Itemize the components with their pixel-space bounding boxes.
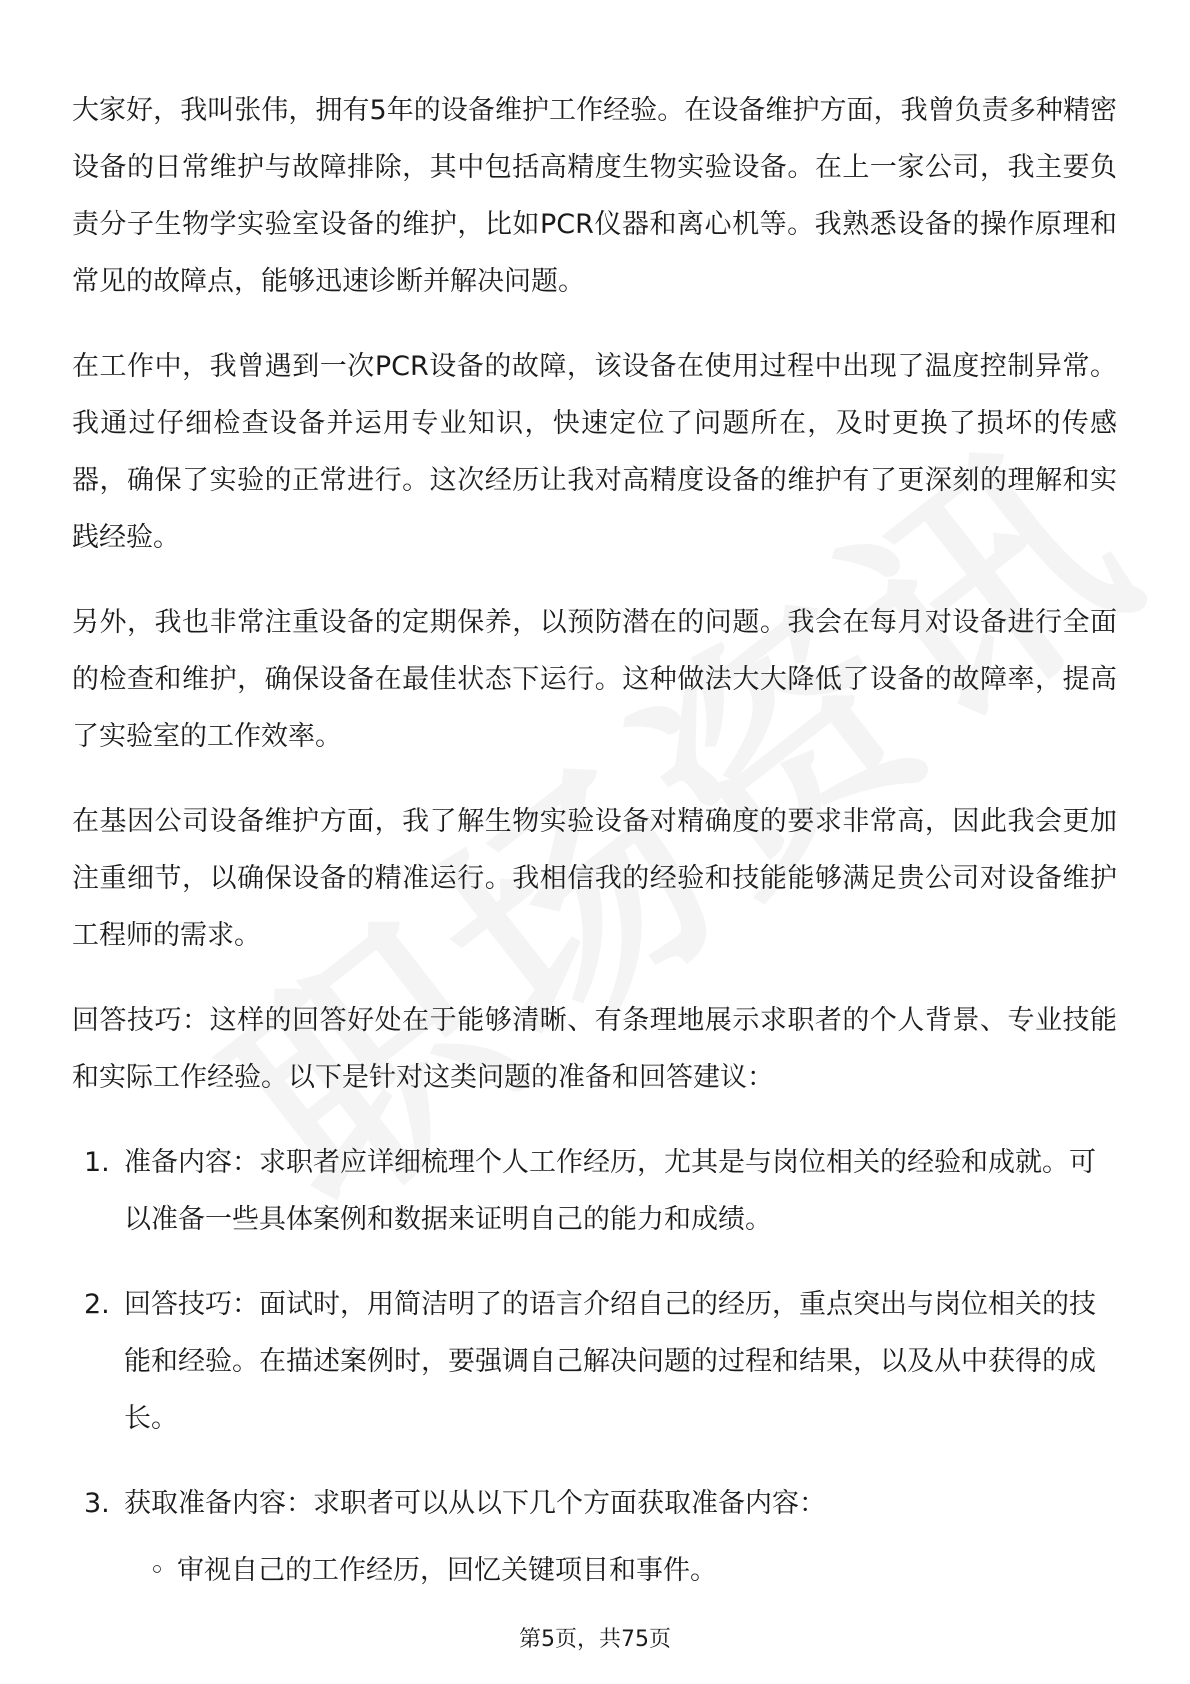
list-item [72, 1276, 1117, 1447]
list-item-text: 获取准备内容：求职者可以从以下几个方面获取准备内容： [124, 1488, 826, 1519]
list-item-text: 准备内容：求职者应详细梳理个人工作经历，尤其是与岗位相关的经验和成就。可以准备一些具体案例和数据来证明自己的能力和成绩。 [124, 1147, 1096, 1235]
page-footer: 第5页，共75页 [519, 1627, 671, 1652]
list-item [72, 1134, 1117, 1248]
paragraph-answer-tips: 回答技巧：这样的回答好处在于能够清晰、有条理地展示求职者的个人背景、专业技能和实际工作经验。以下是针对这类问题的准备和回答建议： [72, 1005, 1117, 1093]
numbered-list [72, 1134, 1117, 1599]
list-item-text: 回答技巧：面试时，用简洁明了的语言介绍自己的经历，重点突出与岗位相关的技能和经验。在描述案例时，要强调自己解决问题的过程和结果，以及从中获得的成长。 [124, 1289, 1096, 1434]
sub-list-item [149, 1542, 1117, 1599]
paragraph-intro: 大家好，我叫张伟，拥有5年的设备维护工作经验。在设备维护方面，我曾负责多种精密设备的日常维护与故障排除，其中包括高精度生物实验设备。在上一家公司，我主要负责分子生物学实验室设备的维护，比如PCR仪器和离心机等。我熟悉设备的操作原理和常见的故障点，能够迅速诊断并解决问题。 [72, 95, 1117, 297]
paragraph-experience: 在工作中，我曾遇到一次PCR设备的故障，该设备在使用过程中出现了温度控制异常。我通过仔细检查设备并运用专业知识，快速定位了问题所在，及时更换了损坏的传感器，确保了实验的正常进行。这次经历让我对高精度设备的维护有了更深刻的理解和实践经验。 [72, 351, 1117, 553]
paragraph-maintenance: 另外，我也非常注重设备的定期保养，以预防潜在的问题。我会在每月对设备进行全面的检查和维护，确保设备在最佳状态下运行。这种做法大大降低了设备的故障率，提高了实验室的工作效率。 [72, 607, 1117, 752]
sub-list [124, 1542, 1117, 1599]
list-number: 2. [84, 1289, 110, 1320]
list-item [72, 1475, 1117, 1599]
paragraph-company-fit: 在基因公司设备维护方面，我了解生物实验设备对精确度的要求非常高，因此我会更加注重细节，以确保设备的精准运行。我相信我的经验和技能能够满足贵公司对设备维护工程师的需求。 [72, 806, 1117, 951]
document-body [72, 82, 1117, 1627]
bullet-icon: ◦ [149, 1555, 165, 1586]
list-number: 3. [84, 1488, 110, 1519]
sub-list-item-text: 审视自己的工作经历，回忆关键项目和事件。 [177, 1555, 717, 1586]
list-number: 1. [84, 1147, 110, 1178]
